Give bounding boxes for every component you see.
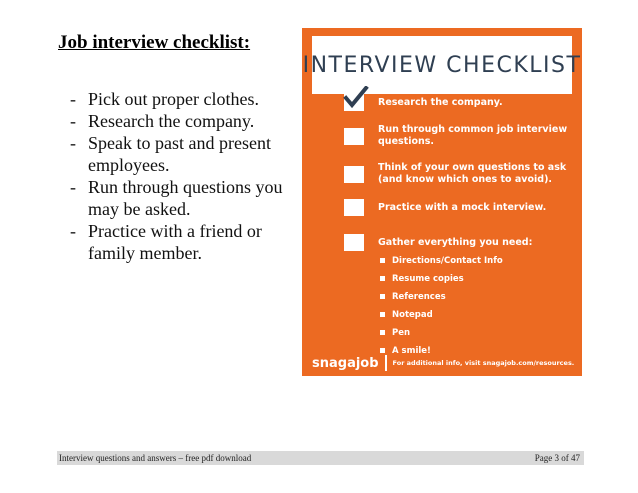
list-item-text: Run through questions you may be asked. [88, 177, 283, 219]
list-item [66, 110, 298, 132]
checklist-item-label: Research the company. [378, 97, 503, 108]
checkbox-checked-icon [344, 94, 364, 111]
dash-marker: - [70, 111, 76, 131]
square-bullet-icon [380, 294, 385, 299]
dash-marker: - [70, 133, 76, 153]
checklist-item-label: Run through common job interview questions. [378, 124, 568, 147]
list-item-text: Pick out proper clothes. [88, 89, 259, 109]
square-bullet-icon [380, 330, 385, 335]
checklist-item-label: Think of your own questions to ask (and know which ones to avoid). [378, 162, 567, 185]
checkbox-icon [344, 234, 364, 251]
divider [385, 355, 387, 371]
square-bullet-icon [380, 258, 385, 263]
list-item-text: Practice with a friend or family member. [88, 221, 262, 263]
list-item-text: Research the company. [88, 111, 255, 131]
supply-item-label: References [392, 292, 446, 302]
supply-item-label: Resume copies [392, 274, 464, 284]
supply-item [378, 327, 503, 345]
infographic-footer [302, 350, 582, 376]
square-bullet-icon [380, 276, 385, 281]
page-number: Page 3 of 47 [534, 453, 580, 463]
footer-source-text: Interview questions and answers – free pdf download [59, 453, 252, 463]
checklist-item-label: Practice with a mock interview. [378, 202, 547, 213]
snagajob-logo: snagajob [312, 355, 379, 371]
checkbox-icon [344, 166, 364, 183]
page-title: Job interview checklist: [58, 32, 251, 53]
dash-marker: - [70, 177, 76, 197]
list-item [66, 176, 298, 220]
dash-marker: - [70, 221, 76, 241]
supply-item [378, 273, 503, 291]
supply-item-label: Notepad [392, 310, 433, 320]
supply-item-label: Pen [392, 328, 411, 338]
supply-item [378, 291, 503, 309]
supply-item-label: A smile! [392, 346, 431, 356]
square-bullet-icon [380, 312, 385, 317]
supply-item-label: Directions/Contact Info [392, 256, 503, 266]
footer-note: For additional info, visit snagajob.com/resources. [392, 359, 575, 367]
checkbox-icon [344, 199, 364, 216]
supply-item [378, 255, 503, 273]
supplies-list [378, 255, 503, 363]
interview-checklist-infographic [302, 28, 582, 376]
list-item [66, 132, 298, 176]
checklist-item-label: Gather everything you need: [378, 237, 533, 248]
list-item [66, 220, 298, 264]
check-mark-icon [343, 86, 369, 110]
list-item [66, 88, 298, 110]
dash-marker: - [70, 89, 76, 109]
bullet-list [66, 88, 298, 264]
supply-item [378, 309, 503, 327]
list-item-text: Speak to past and present employees. [88, 133, 271, 175]
page-footer [57, 451, 584, 465]
infographic-title: INTERVIEW CHECKLIST [302, 52, 582, 78]
checkbox-icon [344, 128, 364, 145]
